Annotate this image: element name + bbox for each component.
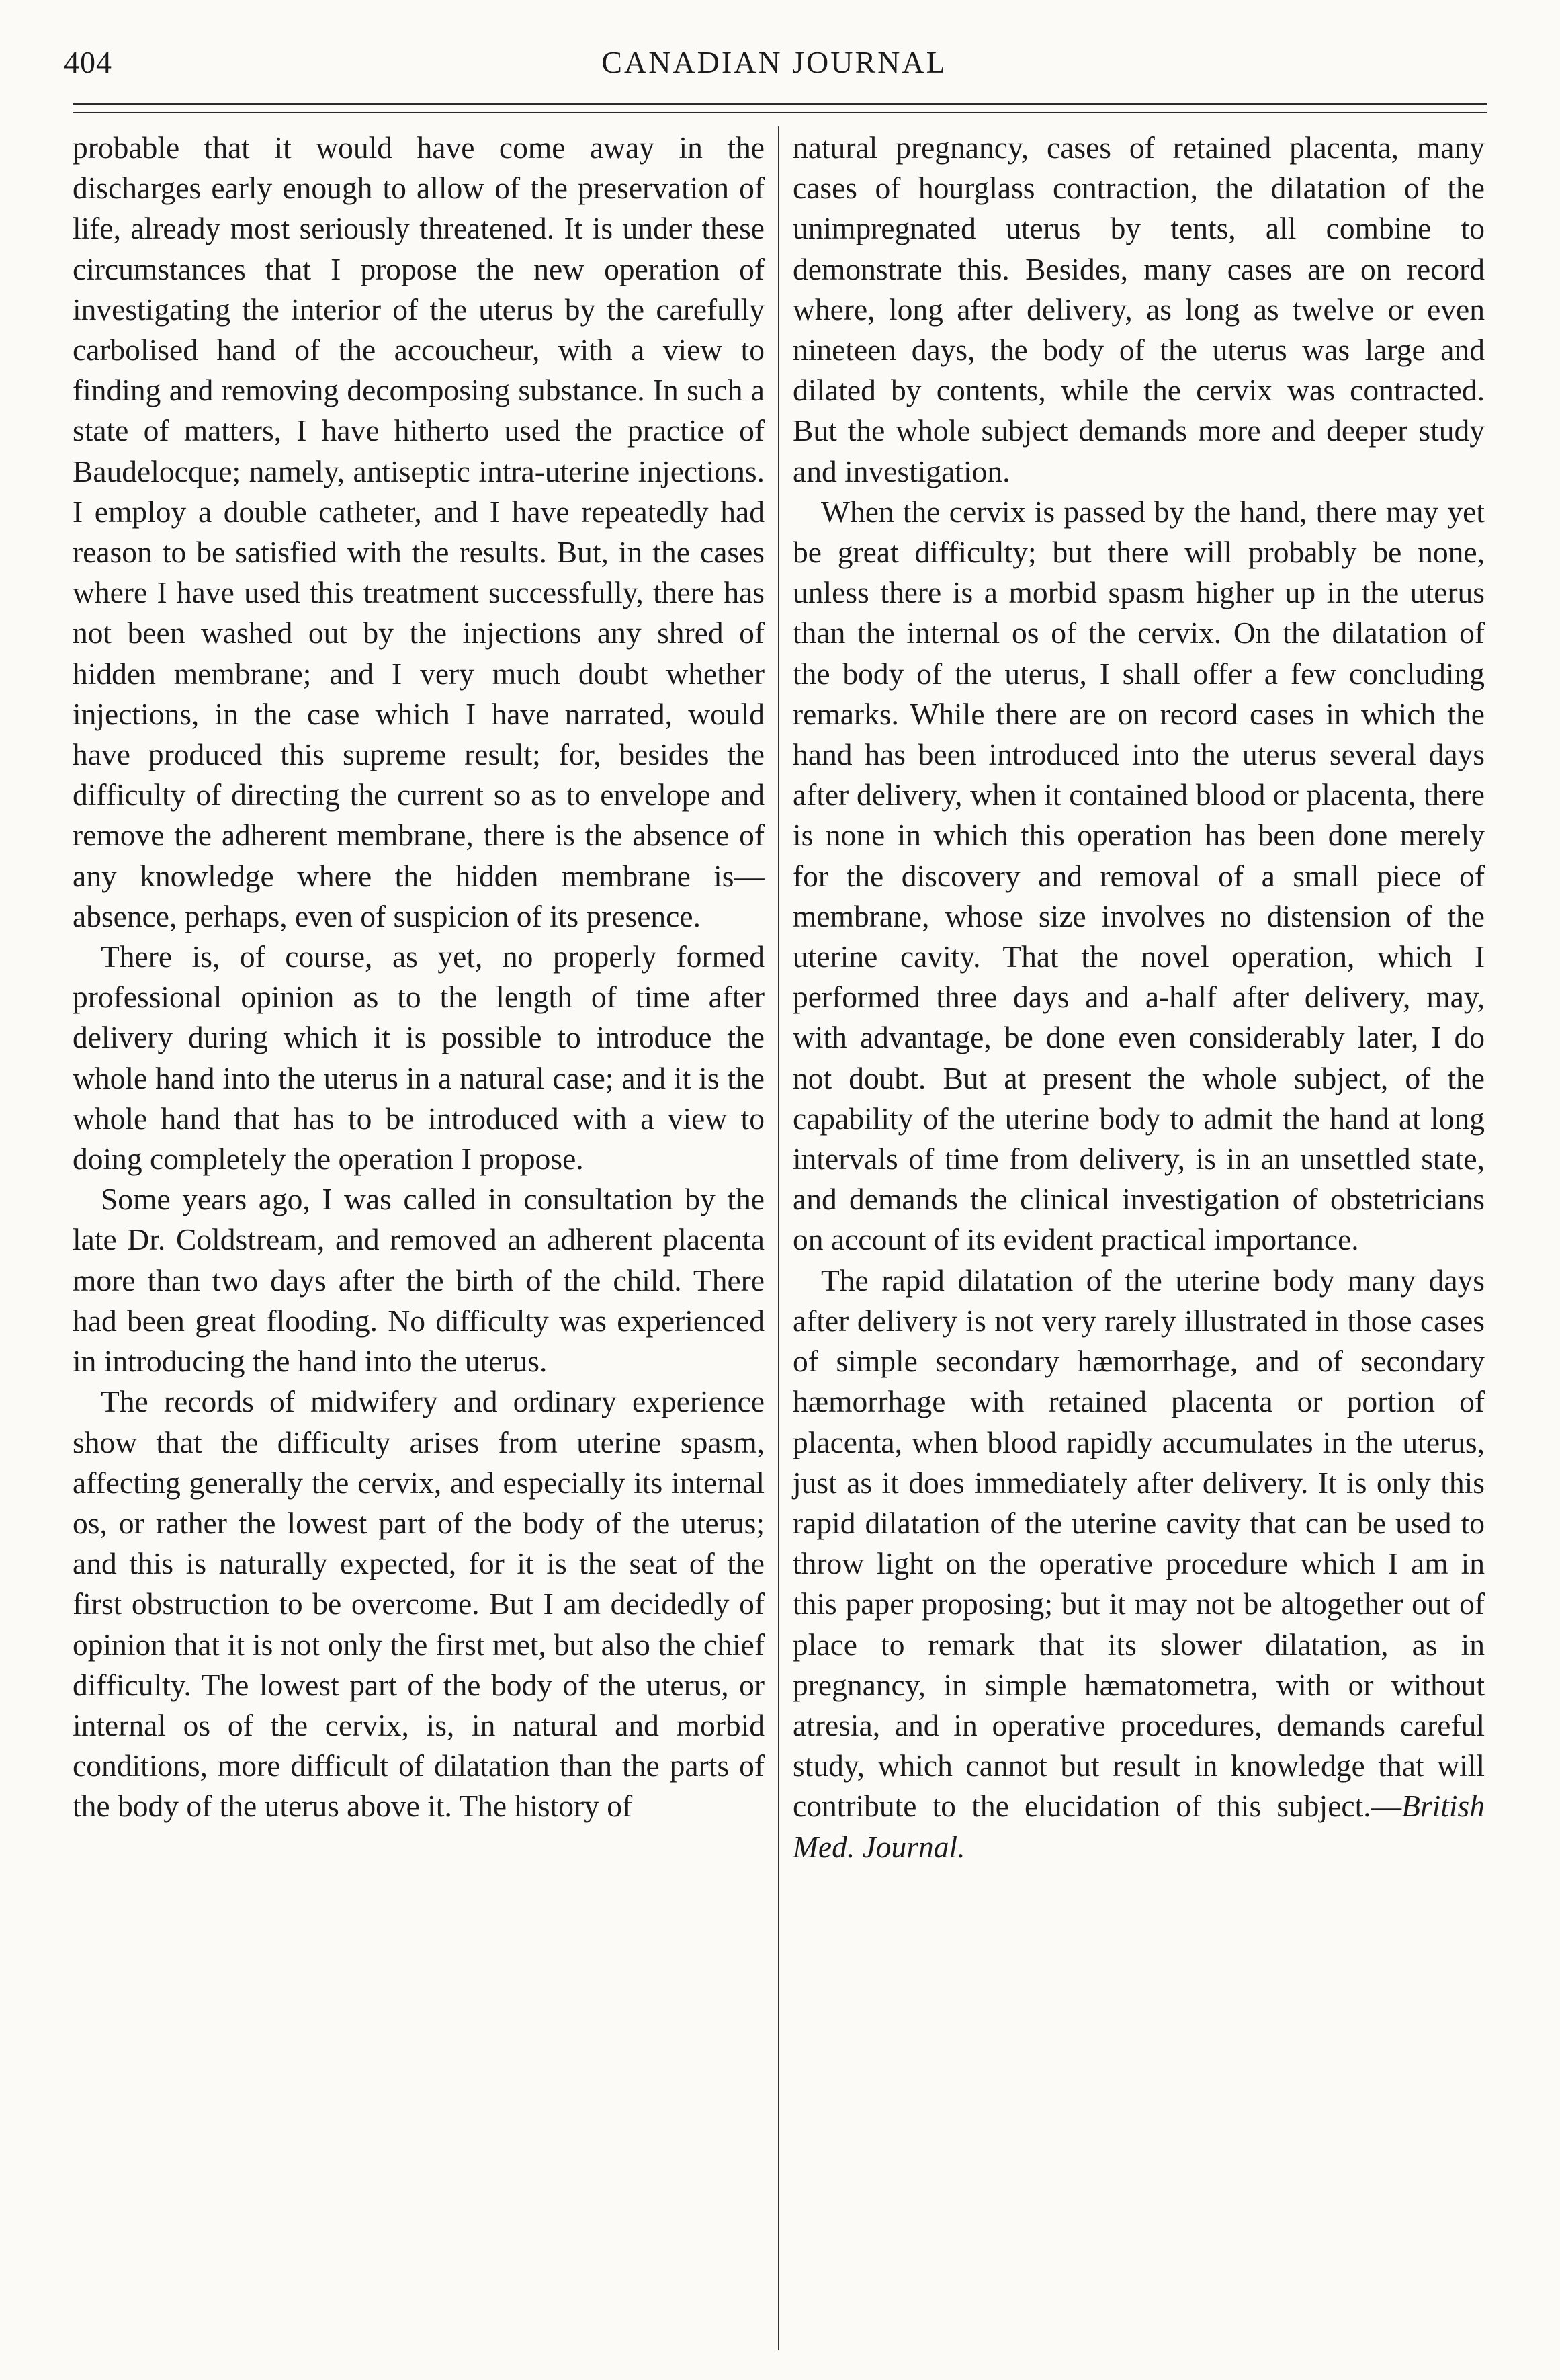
right-paragraph-1: natural pregnancy, cases of retained placenta, many cases of hourglass contraction, the dilatation of the unimpregnated uterus by tents, all combine to demonstrate this. Besides, many cases are on record where, long after delivery, as long as twelve or even nineteen days, the body of the uterus was large and dilated by contents, while the cervix was contracted. But the whole subject demands more and deeper study and investigation. [793, 130, 1485, 488]
left-column [73, 128, 765, 1827]
right-column [793, 128, 1485, 1867]
header-rule-top [73, 103, 1487, 105]
right-paragraph-3-text: The rapid dilatation of the uterine body many days after delivery is not very rarely illustrated in those cases of simple secondary hæmorrhage, and of secondary hæmorrhage with retained placenta or portion of placenta, when blood rapidly accumulates in the uterus, just as it does immediately after delivery. It is only this rapid dilatation of the uterine cavity that can be used to throw light on the operative procedure which I am in this paper proposing; but it may not be altogether out of place to remark that its slower dilatation, as in pregnancy, in simple hæmatometra, with or without atresia, and in operative procedures, demands careful study, which cannot but result in knowledge that will contribute to the elucidation of this subject.— [793, 1263, 1485, 1824]
running-title: CANADIAN JOURNAL [601, 45, 947, 79]
source-citation: British Med. Journal. [793, 1789, 1485, 1864]
left-paragraph-4: The records of midwifery and ordinary experience show that the difficulty arises from uterine spasm, affecting generally the cervix, and especially its internal os, or rather the lowest part of the body of the uterus; and this is naturally expected, for it is the seat of the first obstruction to be overcome. But I am decidedly of opinion that it is not only the first met, but also the chief difficulty. The lowest part of the body of the uterus, or internal os of the cervix, is, in natural and morbid conditions, more difficult of dilatation than the parts of the body of the uterus above it. The history of [73, 1384, 765, 1824]
right-paragraph-3 [793, 1261, 1485, 1867]
left-paragraph-3: Some years ago, I was called in consultation by the late Dr. Coldstream, and removed an adherent placenta more than two days after the birth of the child. There had been great flooding. No difficulty was experienced in introducing the hand into the uterus. [73, 1182, 765, 1379]
header-rule-bottom [73, 112, 1487, 113]
right-paragraph-2: When the cervix is passed by the hand, there may yet be great difficulty; but there will probably be none, unless there is a morbid spasm higher up in the uterus than the internal os of the cervix. On the dilatation of the body of the uterus, I shall offer a few concluding remarks. While there are on record cases in which the hand has been introduced into the uterus several days after delivery, when it contained blood or placenta, there is none in which this operation has been done merely for the discovery and removal of a small piece of membrane, whose size involves no distension of the uterine cavity. That the novel operation, which I performed three days and a-half after delivery, may, with advantage, be done even considerably later, I do not doubt. But at present the whole subject, of the capability of the uterine body to admit the hand at long intervals of time from delivery, is in an unsettled state, and demands the clinical investigation of obstetricians on account of its evident practical importance. [793, 494, 1485, 1257]
page-number: 404 [64, 45, 112, 79]
left-paragraph-2: There is, of course, as yet, no properly formed professional opinion as to the length of time after delivery during which it is possible to introduce the whole hand into the uterus in a natural case; and it is the whole hand that has to be introduced with a view to doing completely the operation I propose. [73, 939, 765, 1177]
left-paragraph-1: probable that it would have come away in the discharges early enough to allow of the preservation of life, already most seriously threatened. It is under these circumstances that I propose the new operation of investigating the interior of the uterus by the carefully carbolised hand of the accoucheur, with a view to finding and removing decomposing substance. In such a state of matters, I have hitherto used the practice of Baudelocque; namely, antiseptic intra-uterine injections. I employ a double catheter, and I have repeatedly had reason to be satisfied with the results. But, in the cases where I have used this treatment successfully, there has not been washed out by the injections any shred of hidden membrane; and I very much doubt whether injections, in the case which I have narrated, would have produced this supreme result; for, besides the difficulty of directing the current so as to envelope and remove the adherent membrane, there is the absence of any knowledge where the hidden membrane is—absence, perhaps, even of suspicion of its presence. [73, 130, 765, 933]
page-header [64, 39, 1485, 93]
column-divider [778, 126, 779, 2350]
